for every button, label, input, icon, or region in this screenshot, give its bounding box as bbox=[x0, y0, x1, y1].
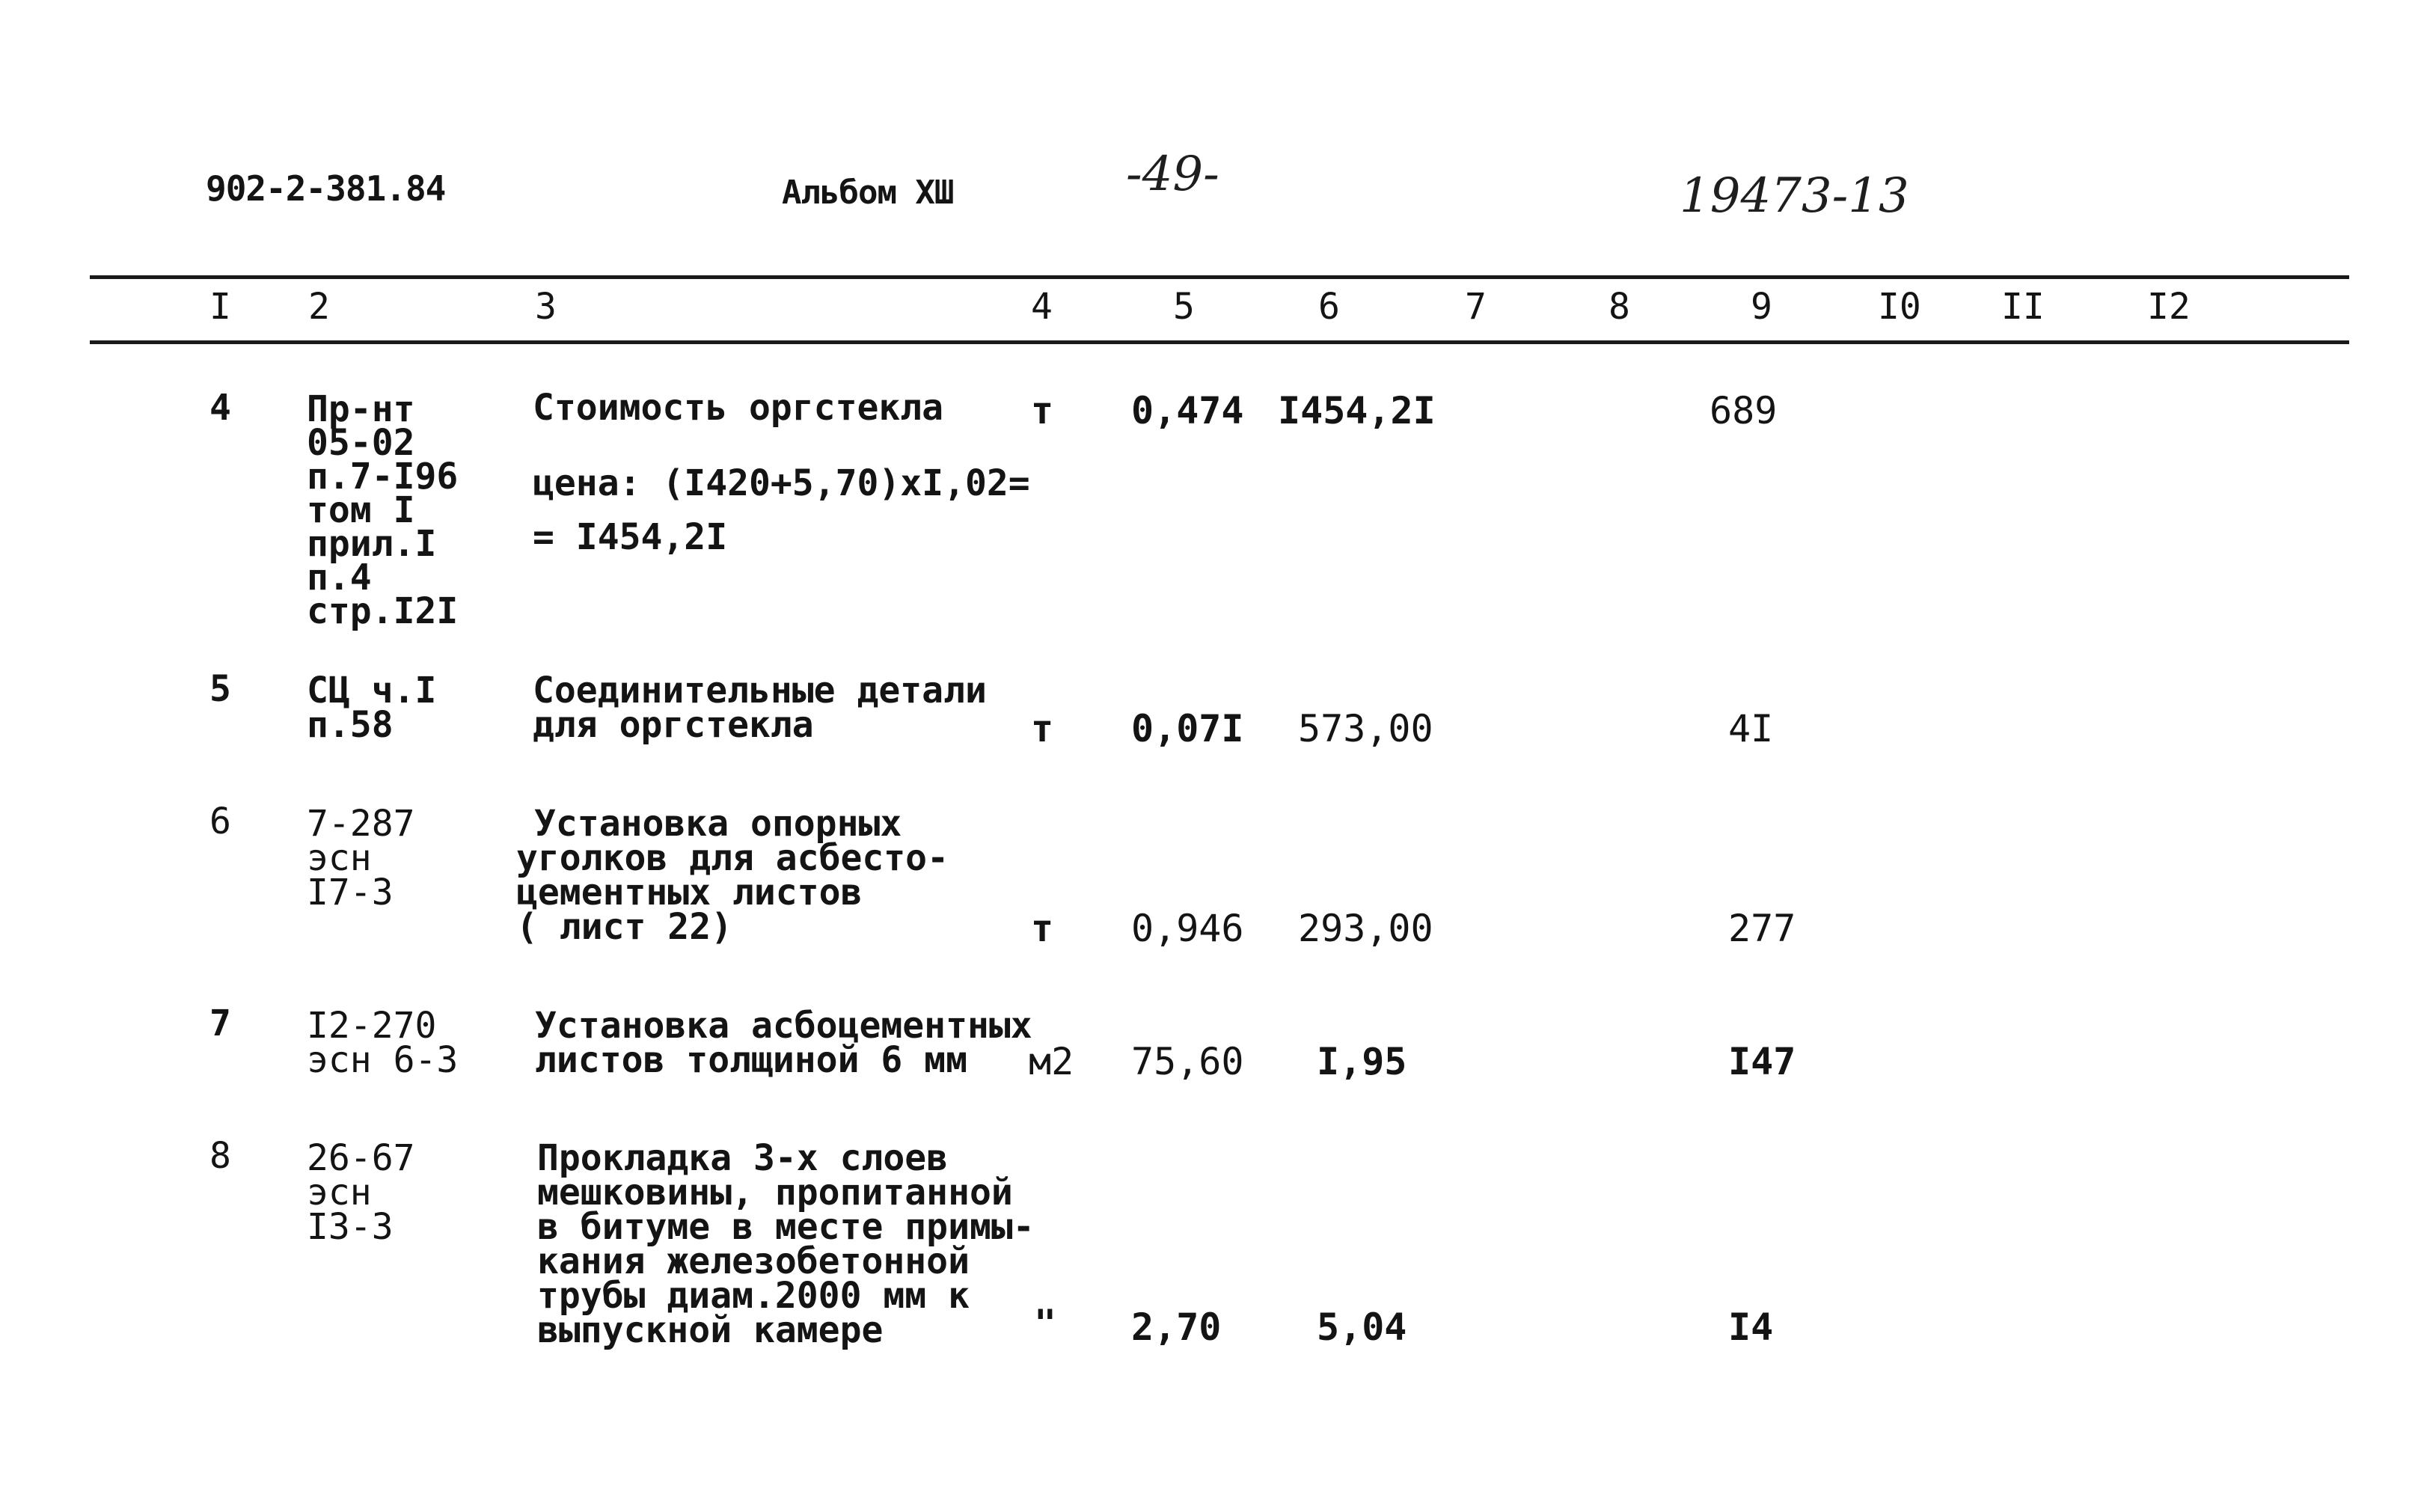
desc-line: ( лист 22) bbox=[516, 906, 732, 948]
total-value: 277 bbox=[1728, 907, 1796, 950]
quantity-value: 0,474 bbox=[1131, 389, 1244, 432]
price-value: 293,00 bbox=[1298, 907, 1433, 950]
desc-line: Установка опорных bbox=[534, 803, 902, 845]
ref-line: I3-3 bbox=[307, 1206, 394, 1248]
desc-line: трубы диам.2000 мм к bbox=[537, 1275, 970, 1317]
quantity-value: 2,70 bbox=[1131, 1306, 1222, 1349]
unit-value: т bbox=[1031, 707, 1054, 750]
ref-line: СЦ ч.I bbox=[307, 670, 437, 711]
quantity-value: 75,60 bbox=[1131, 1040, 1244, 1083]
column-header-12: I2 bbox=[2147, 286, 2191, 328]
page-number: -49- bbox=[1126, 147, 1219, 202]
desc-line: Соединительные детали bbox=[533, 670, 987, 711]
ref-line: п.4 bbox=[307, 557, 372, 599]
row-reference bbox=[307, 1137, 415, 1248]
ref-line: эсн bbox=[307, 1172, 372, 1213]
price-formula bbox=[533, 456, 1030, 564]
column-header-2: 2 bbox=[308, 286, 330, 328]
ref-line: Пр-нт bbox=[307, 388, 415, 430]
row-number: 4 bbox=[209, 387, 231, 429]
row-number: 5 bbox=[209, 668, 231, 710]
ref-line: 7-287 bbox=[307, 803, 415, 845]
row-description bbox=[537, 1137, 1035, 1351]
ref-line: 26-67 bbox=[307, 1137, 415, 1179]
table-top-rule bbox=[90, 275, 2349, 279]
document-code: 902-2-381.84 bbox=[206, 168, 446, 209]
unit-value: т bbox=[1031, 907, 1054, 950]
row-number: 7 bbox=[209, 1003, 231, 1044]
ref-line: п.58 bbox=[307, 704, 394, 746]
desc-line: мешковины, пропитанной bbox=[537, 1172, 1013, 1213]
column-header-8: 8 bbox=[1609, 286, 1630, 328]
desc-line: уголков для асбесто- bbox=[516, 837, 949, 879]
ref-line: прил.I bbox=[307, 523, 437, 565]
column-header-10: I0 bbox=[1878, 286, 1921, 328]
desc-line: цена: (I420+5,70)хI,02= bbox=[533, 462, 1030, 504]
table-header-rule bbox=[90, 340, 2349, 344]
price-value: I454,2I bbox=[1278, 389, 1436, 432]
column-header-5: 5 bbox=[1173, 286, 1195, 328]
desc-line: кания железобетонной bbox=[537, 1240, 970, 1282]
row-reference bbox=[307, 388, 459, 632]
quantity-value: 0,946 bbox=[1131, 907, 1244, 950]
desc-line: Стоимость оргстекла bbox=[533, 387, 944, 429]
desc-line: листов толщиной 6 мм bbox=[535, 1039, 967, 1081]
ref-line: п.7-I96 bbox=[307, 456, 459, 498]
price-value: 5,04 bbox=[1317, 1306, 1407, 1349]
sheet-code: 19473-13 bbox=[1680, 168, 1909, 224]
total-value: 689 bbox=[1710, 389, 1778, 432]
row-description bbox=[516, 803, 949, 948]
desc-line: в битуме в месте примы- bbox=[537, 1206, 1035, 1248]
row-reference bbox=[307, 803, 415, 913]
column-header-11: II bbox=[2001, 286, 2045, 328]
column-header-3: 3 bbox=[535, 286, 557, 328]
ref-line: том I bbox=[307, 489, 415, 531]
column-header-6: 6 bbox=[1318, 286, 1340, 328]
row-reference bbox=[307, 670, 437, 746]
desc-line: Установка асбоцементных bbox=[535, 1005, 1032, 1047]
row-description bbox=[533, 670, 987, 746]
ref-line: I2-270 bbox=[307, 1005, 437, 1047]
ref-line: эсн bbox=[307, 837, 372, 879]
ref-line: стр.I2I bbox=[307, 590, 459, 632]
total-value: I47 bbox=[1728, 1040, 1796, 1083]
column-header-7: 7 bbox=[1465, 286, 1487, 328]
desc-line: цементных листов bbox=[516, 872, 863, 913]
column-header-9: 9 bbox=[1751, 286, 1772, 328]
ref-line: I7-3 bbox=[307, 872, 394, 913]
unit-value: " bbox=[1034, 1302, 1057, 1345]
row-number: 8 bbox=[209, 1135, 231, 1177]
column-header-1: I bbox=[209, 286, 231, 328]
total-value: 4I bbox=[1728, 707, 1774, 750]
price-value: I,95 bbox=[1317, 1040, 1407, 1083]
desc-line: = I454,2I bbox=[533, 516, 728, 558]
total-value: I4 bbox=[1728, 1306, 1774, 1349]
desc-line: выпускной камере bbox=[537, 1309, 884, 1351]
column-header-4: 4 bbox=[1031, 286, 1053, 328]
row-description bbox=[533, 387, 944, 429]
desc-line: Прокладка 3-х слоев bbox=[537, 1137, 949, 1179]
ref-line: эсн 6-3 bbox=[307, 1039, 459, 1081]
row-reference bbox=[307, 1005, 459, 1081]
price-value: 573,00 bbox=[1298, 707, 1433, 750]
ref-line: 05-02 bbox=[307, 422, 415, 464]
album-title: Альбом ХШ bbox=[782, 174, 954, 212]
desc-line: для оргстекла bbox=[533, 704, 814, 746]
unit-value: м2 bbox=[1029, 1040, 1074, 1083]
row-number: 6 bbox=[209, 801, 231, 842]
quantity-value: 0,07I bbox=[1131, 707, 1244, 750]
unit-value: т bbox=[1031, 389, 1054, 432]
row-description bbox=[535, 1005, 1032, 1081]
